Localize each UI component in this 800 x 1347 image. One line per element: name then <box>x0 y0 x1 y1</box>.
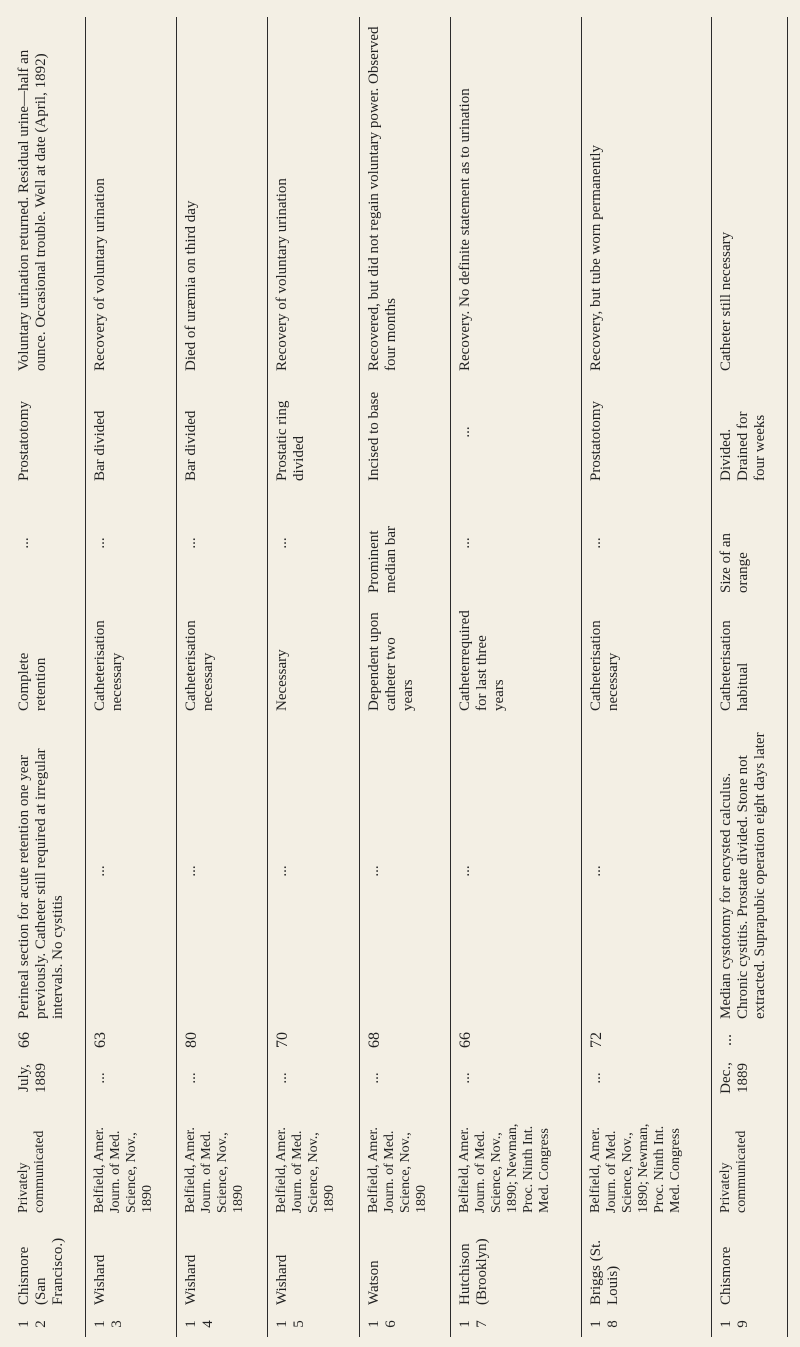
prostate-condition: ... <box>451 487 581 599</box>
patient-age: 72 <box>581 1025 711 1055</box>
operator-name: Briggs (St. Louis) <box>581 1219 711 1311</box>
operation-performed: ... <box>451 377 581 487</box>
case-number: 19 <box>712 1311 788 1337</box>
catheter-status: Catheterisation habitual <box>712 599 788 717</box>
table-row <box>268 17 359 1337</box>
table-row <box>359 17 450 1337</box>
catheter-status: Catheterisation necessary <box>176 599 267 717</box>
catheter-status: Catheterrequired for last three years <box>451 599 581 717</box>
case-number: 15 <box>268 1311 359 1337</box>
operator-name: Watson <box>359 1219 450 1311</box>
previous-history: Median cystotomy for encysted calculus. Chronic cystitis. Prostate divided. Stone not extracted. Suprapubic operation eight days later <box>712 717 788 1025</box>
previous-history: ... <box>451 717 581 1025</box>
case-number: 17 <box>451 1311 581 1337</box>
patient-age: 66 <box>10 1025 85 1055</box>
case-number: 12 <box>10 1311 85 1337</box>
case-result: Voluntary urination returned. Residual urine—half an ounce. Occasional trouble. Well at date (April, 1892) <box>10 17 85 377</box>
previous-history: ... <box>268 717 359 1025</box>
operation-performed: Incised to base <box>359 377 450 487</box>
reference: Belfield, Amer. Journ. of Med. Science, Nov., 1890 <box>268 1101 359 1219</box>
case-date: ... <box>359 1055 450 1101</box>
case-date: July, 1889 <box>10 1055 85 1101</box>
case-number: 14 <box>176 1311 267 1337</box>
operation-performed: Bar divided <box>85 377 176 487</box>
case-date: ... <box>85 1055 176 1101</box>
operator-name: Chismore (San Francisco.) <box>10 1219 85 1311</box>
case-date: ... <box>268 1055 359 1101</box>
operation-performed: Prostatotomy <box>581 377 711 487</box>
prostate-condition: ... <box>85 487 176 599</box>
catheter-status: Complete retention <box>10 599 85 717</box>
case-number: 16 <box>359 1311 450 1337</box>
operation-performed: Divided. Drained for four weeks <box>712 377 788 487</box>
prostate-condition: ... <box>581 487 711 599</box>
catheter-status: Dependent upon catheter two years <box>359 599 450 717</box>
case-result: Recovery, but tube worn permanently <box>581 17 711 377</box>
prostate-condition: ... <box>268 487 359 599</box>
previous-history: ... <box>176 717 267 1025</box>
previous-history: ... <box>359 717 450 1025</box>
case-number: 18 <box>581 1311 711 1337</box>
table-row <box>176 17 267 1337</box>
operator-name: Wishard <box>268 1219 359 1311</box>
patient-age: 70 <box>268 1025 359 1055</box>
operation-performed: Prostatotomy <box>10 377 85 487</box>
catheter-status: Catheterisation necessary <box>85 599 176 717</box>
table-row <box>85 17 176 1337</box>
operator-name: Hutchison (Brooklyn) <box>451 1219 581 1311</box>
patient-age: 63 <box>85 1025 176 1055</box>
reference: Belfield, Amer. Journ. of Med. Science, Nov., 1890 <box>359 1101 450 1219</box>
case-date: ... <box>581 1055 711 1101</box>
case-result: Recovery of voluntary urination <box>268 17 359 377</box>
patient-age: ... <box>712 1025 788 1055</box>
prostate-condition: ... <box>10 487 85 599</box>
cases-table <box>10 17 788 1337</box>
patient-age: 68 <box>359 1025 450 1055</box>
case-date: ... <box>451 1055 581 1101</box>
cases-table-body <box>10 17 788 1337</box>
reference: Belfield, Amer. Journ. of Med. Science, Nov., 1890 <box>85 1101 176 1219</box>
operation-performed: Prostatic ring divided <box>268 377 359 487</box>
patient-age: 66 <box>451 1025 581 1055</box>
table-row <box>712 17 788 1337</box>
catheter-status: Necessary <box>268 599 359 717</box>
case-result: Recovered, but did not regain voluntary power. Observed four months <box>359 17 450 377</box>
case-date: ... <box>176 1055 267 1101</box>
table-row <box>581 17 711 1337</box>
reference: Belfield, Amer. Journ. of Med. Science, Nov., 1890; Newman, Proc. Ninth Int. Med. Congress <box>581 1101 711 1219</box>
operator-name: Chismore <box>712 1219 788 1311</box>
case-result: Catheter still necessary <box>712 17 788 377</box>
operator-name: Wishard <box>85 1219 176 1311</box>
prostate-condition: ... <box>176 487 267 599</box>
prostate-condition: Prominent median bar <box>359 487 450 599</box>
reference: Belfield, Amer. Journ. of Med. Science, Nov., 1890 <box>176 1101 267 1219</box>
previous-history: ... <box>85 717 176 1025</box>
operation-performed: Bar divided <box>176 377 267 487</box>
case-result: Recovery of voluntary urination <box>85 17 176 377</box>
reference: Privately communicated <box>10 1101 85 1219</box>
table-row <box>10 17 85 1337</box>
prostate-condition: Size of an orange <box>712 487 788 599</box>
case-result: Recovery. No definite statement as to urination <box>451 17 581 377</box>
case-date: Dec., 1889 <box>712 1055 788 1101</box>
patient-age: 80 <box>176 1025 267 1055</box>
catheter-status: Catheterisation necessary <box>581 599 711 717</box>
previous-history: ... <box>581 717 711 1025</box>
table-row <box>451 17 581 1337</box>
reference: Privately communicated <box>712 1101 788 1219</box>
reference: Belfield, Amer. Journ. of Med. Science, Nov., 1890; Newman, Proc. Ninth Int. Med. Congress <box>451 1101 581 1219</box>
case-result: Died of uræmia on third day <box>176 17 267 377</box>
operator-name: Wishard <box>176 1219 267 1311</box>
case-number: 13 <box>85 1311 176 1337</box>
previous-history: Perineal section for acute retention one year previously. Catheter still required at irregular intervals. No cystitis <box>10 717 85 1025</box>
